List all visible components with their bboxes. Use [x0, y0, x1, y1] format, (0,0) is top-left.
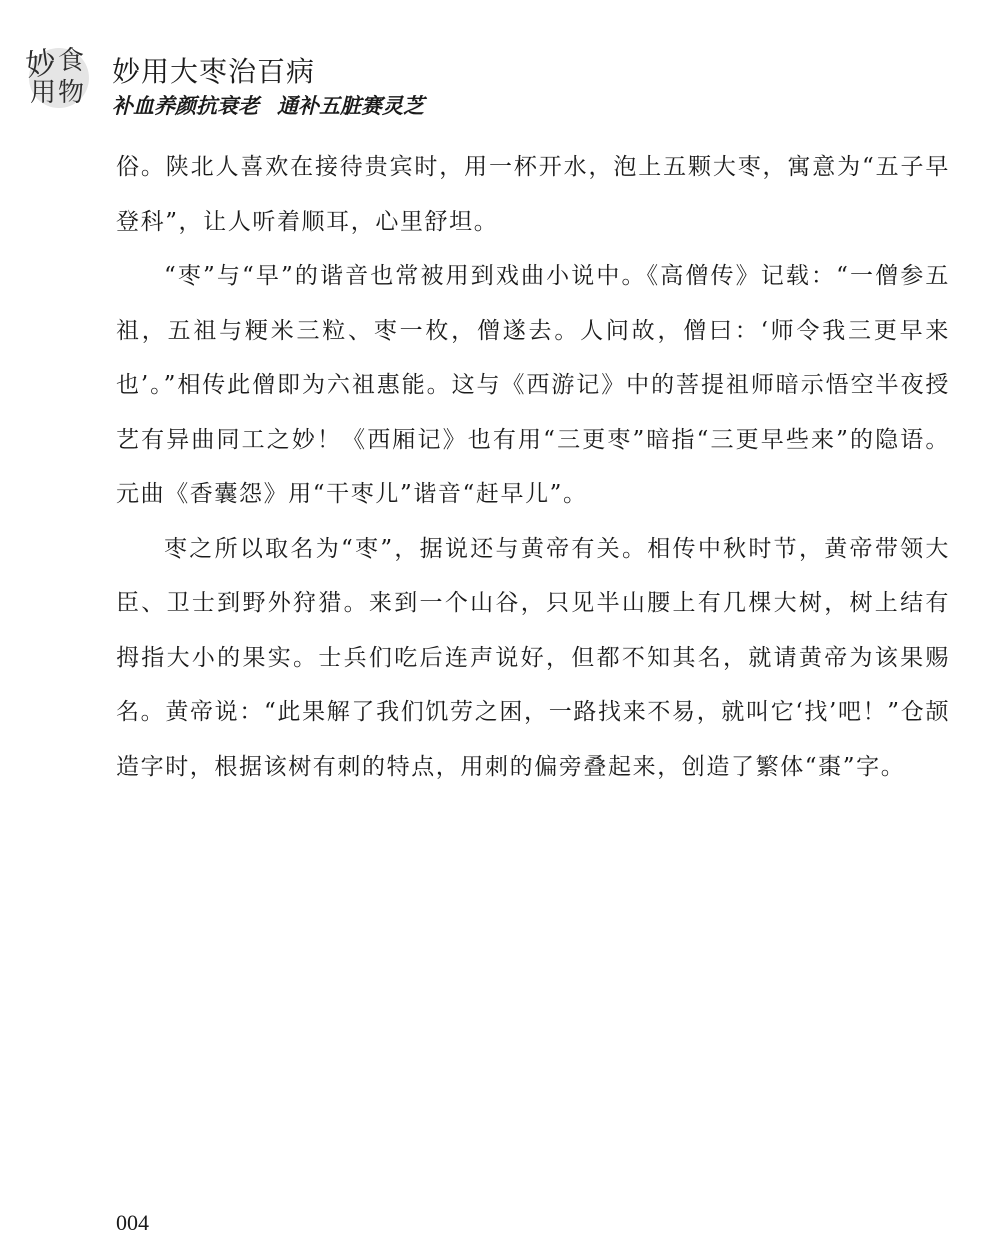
- paragraph: 枣之所以取名为“枣”，据说还与黄帝有关。相传中秋时节，黄帝带领大臣、卫士到野外狩猎。来到一个山谷，只见半山腰上有几棵大树，树上结有拇指大小的果实。士兵们吃后连声说好，但都不知其名，就请黄帝为该果赐名。黄帝说：“此果解了我们饥劳之困，一路找来不易，就叫它‘找’吧！”仓颉造字时，根据该树有刺的特点，用刺的偏旁叠起来，创造了繁体“棗”字。: [116, 535, 950, 780]
- body-text: [116, 140, 950, 794]
- book-subtitle: [112, 90, 424, 120]
- logo: [23, 44, 92, 114]
- paragraph: 俗。陕北人喜欢在接待贵宾时，用一杯开水，泡上五颗大枣，寓意为“五子早登科”，让人听着顺耳，心里舒坦。: [116, 154, 950, 235]
- logo-char: 妙: [23, 45, 59, 84]
- subtitle-part: 补血养颜抗衰老: [112, 94, 259, 118]
- paragraph: “枣”与“早”的谐音也常被用到戏曲小说中。《高僧传》记载：“一僧参五祖，五祖与粳米三粒、枣一枚，僧遂去。人问故，僧曰：‘师令我三更早来也’。”相传此僧即为六祖惠能。这与《西游记》中的菩提祖师暗示悟空半夜授艺有异曲同工之妙！《西厢记》也有用“三更枣”暗指“三更早些来”的隐语。元曲《香囊怨》用“干枣儿”谐音“赶早儿”。: [116, 263, 950, 507]
- logo-char: 食: [58, 46, 85, 76]
- page-header: [23, 44, 586, 124]
- logo-char: 用: [30, 78, 57, 108]
- logo-char: 物: [58, 78, 85, 108]
- page-number: 004: [116, 1210, 149, 1235]
- subtitle-part: 通补五脏赛灵芝: [277, 94, 424, 118]
- book-title: 妙用大枣治百病: [112, 55, 316, 88]
